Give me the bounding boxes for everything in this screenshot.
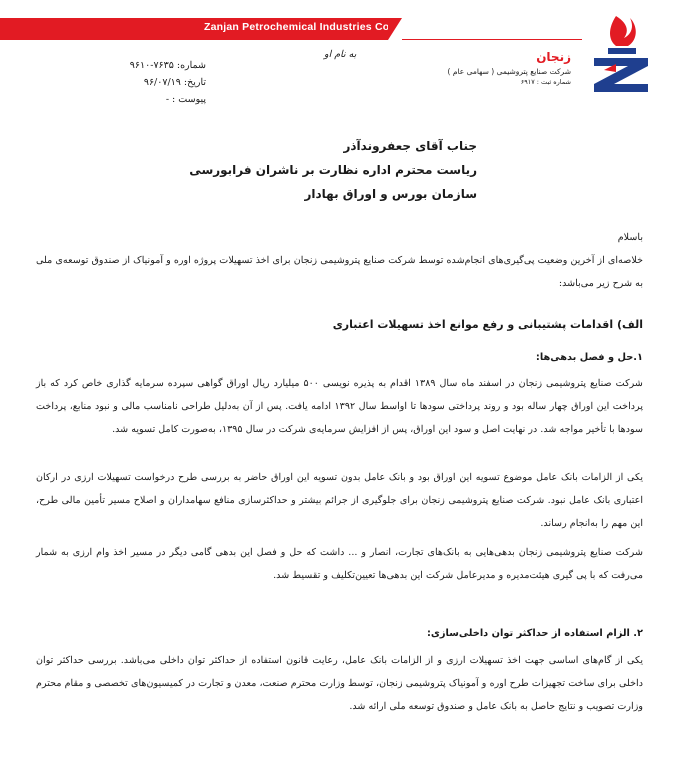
recipient-block <box>189 134 477 206</box>
letter-number: شماره: ۷۶۳۵-۹۶۱۰ <box>129 60 206 71</box>
subsection-2-heading: ۲. الزام استفاده از حداکثر توان داخلی‌سازی: <box>427 628 643 639</box>
header-band-tail <box>388 18 402 40</box>
paragraph-3: شرکت صنایع پتروشیمی زنجان بدهی‌هایی به بانک‌های تجارت، انصار و ... داشت که حل و فصل این بدهی گامی دیگر در مسیر اخذ وام ارزی به شمار می‌رفت که با پی گیری هیئت‌مدیره و مدیرعامل شرکت این بدهی‌ها تعیین‌تکلیف و تقسیط شد. <box>36 547 643 581</box>
recipient-org: سازمان بورس و اوراق بهادار <box>304 187 477 201</box>
basmala: به نام او <box>324 49 357 60</box>
section-a-heading: الف) اقدامات پشتیبانی و رفع موانع اخذ تسهیلات اعتباری <box>332 318 643 331</box>
brand-block <box>448 50 571 86</box>
intro-paragraph: خلاصه‌ای از آخرین وضعیت پی‌گیری‌های انجام‌شده توسط شرکت صنایع پتروشیمی زنجان برای اخذ تسهیلات پروژه اوره و آمونیاک از صندوق توسعه‌ی ملی به شرح زیر می‌باشد: <box>36 255 643 289</box>
header-band <box>0 18 393 40</box>
letter-attachment: پیوست : - <box>165 94 206 105</box>
subsection-1-heading: ۱.حل و فصل بدهی‌ها: <box>535 352 643 363</box>
header-rule <box>402 39 582 40</box>
paragraph-2: یکی از الزامات بانک عامل موضوع تسویه این اوراق بود و بانک عامل بدون تسویه این اوراق حاضر به بررسی طرح درخواست تسهیلات ارزی در ارکان اعتباری بانک عامل نبود. شرکت صنایع پتروشیمی زنجان برای جلوگیری از جرائم بیشتر و حداکثرسازی منافع سهامداران و اصلاح مسیر تأمین مالی طرح، این مهم را به‌انجام رساند. <box>36 472 643 529</box>
brand-name: زنجان <box>536 50 571 64</box>
brand-subtitle: شرکت صنایع پتروشیمی ( سهامی عام ) <box>447 67 571 76</box>
paragraph-4: یکی از گام‌های اساسی جهت اخذ تسهیلات ارزی و از الزامات بانک عامل، رعایت قانون استفاده از حداکثر توان داخلی می‌باشد. بررسی حداکثر توان داخلی برای ساخت تجهیزات طرح اوره و آمونیاک پتروشیمی زنجان، توسط وزارت محترم صنعت، معدن و تجارت در کمیسیون‌های تخصصی و مقام محترم وزارت تصویب و نتایج حاصل به بانک عامل و صندوق توسعه ملی ارائه شد. <box>36 655 643 712</box>
recipient-title: ریاست محترم اداره نظارت بر ناشران فرابورسی <box>189 163 477 177</box>
letter-date: تاریخ: ۹۶/۰۷/۱۹ <box>143 77 206 88</box>
recipient-name: جناب آقای جعفروندآذر <box>343 139 477 153</box>
paragraph-1: شرکت صنایع پتروشیمی زنجان در اسفند ماه سال ۱۳۸۹ اقدام به پذیره نویسی ۵۰۰ میلیارد ریال اوراق گواهی سپرده سرمایه گذاری خاص کرد که باز پرداخت این اوراق چهار ساله بود و روند پرداختی سودها تا اواسط سال ۱۳۹۲ ادامه یافت. پس از آن به‌دلیل طراحی نامناسب مالی و نبود منابع، پرداخت سودها با تأخیر مواجه شد. در نهایت اصل و سود این اوراق، پس از افزایش سرمایه‌ی شرکت در سال ۱۳۹۵، به‌صورت کامل تسویه شد. <box>36 378 643 435</box>
greeting: باسلام <box>617 232 643 243</box>
brand-registration: شماره ثبت : ۶۹۱۷ <box>520 78 571 86</box>
letter-meta <box>88 57 206 108</box>
flame-z-logo-icon <box>586 10 658 94</box>
company-name-en: Zanjan Petrochemical Industries Co. <box>204 21 393 33</box>
